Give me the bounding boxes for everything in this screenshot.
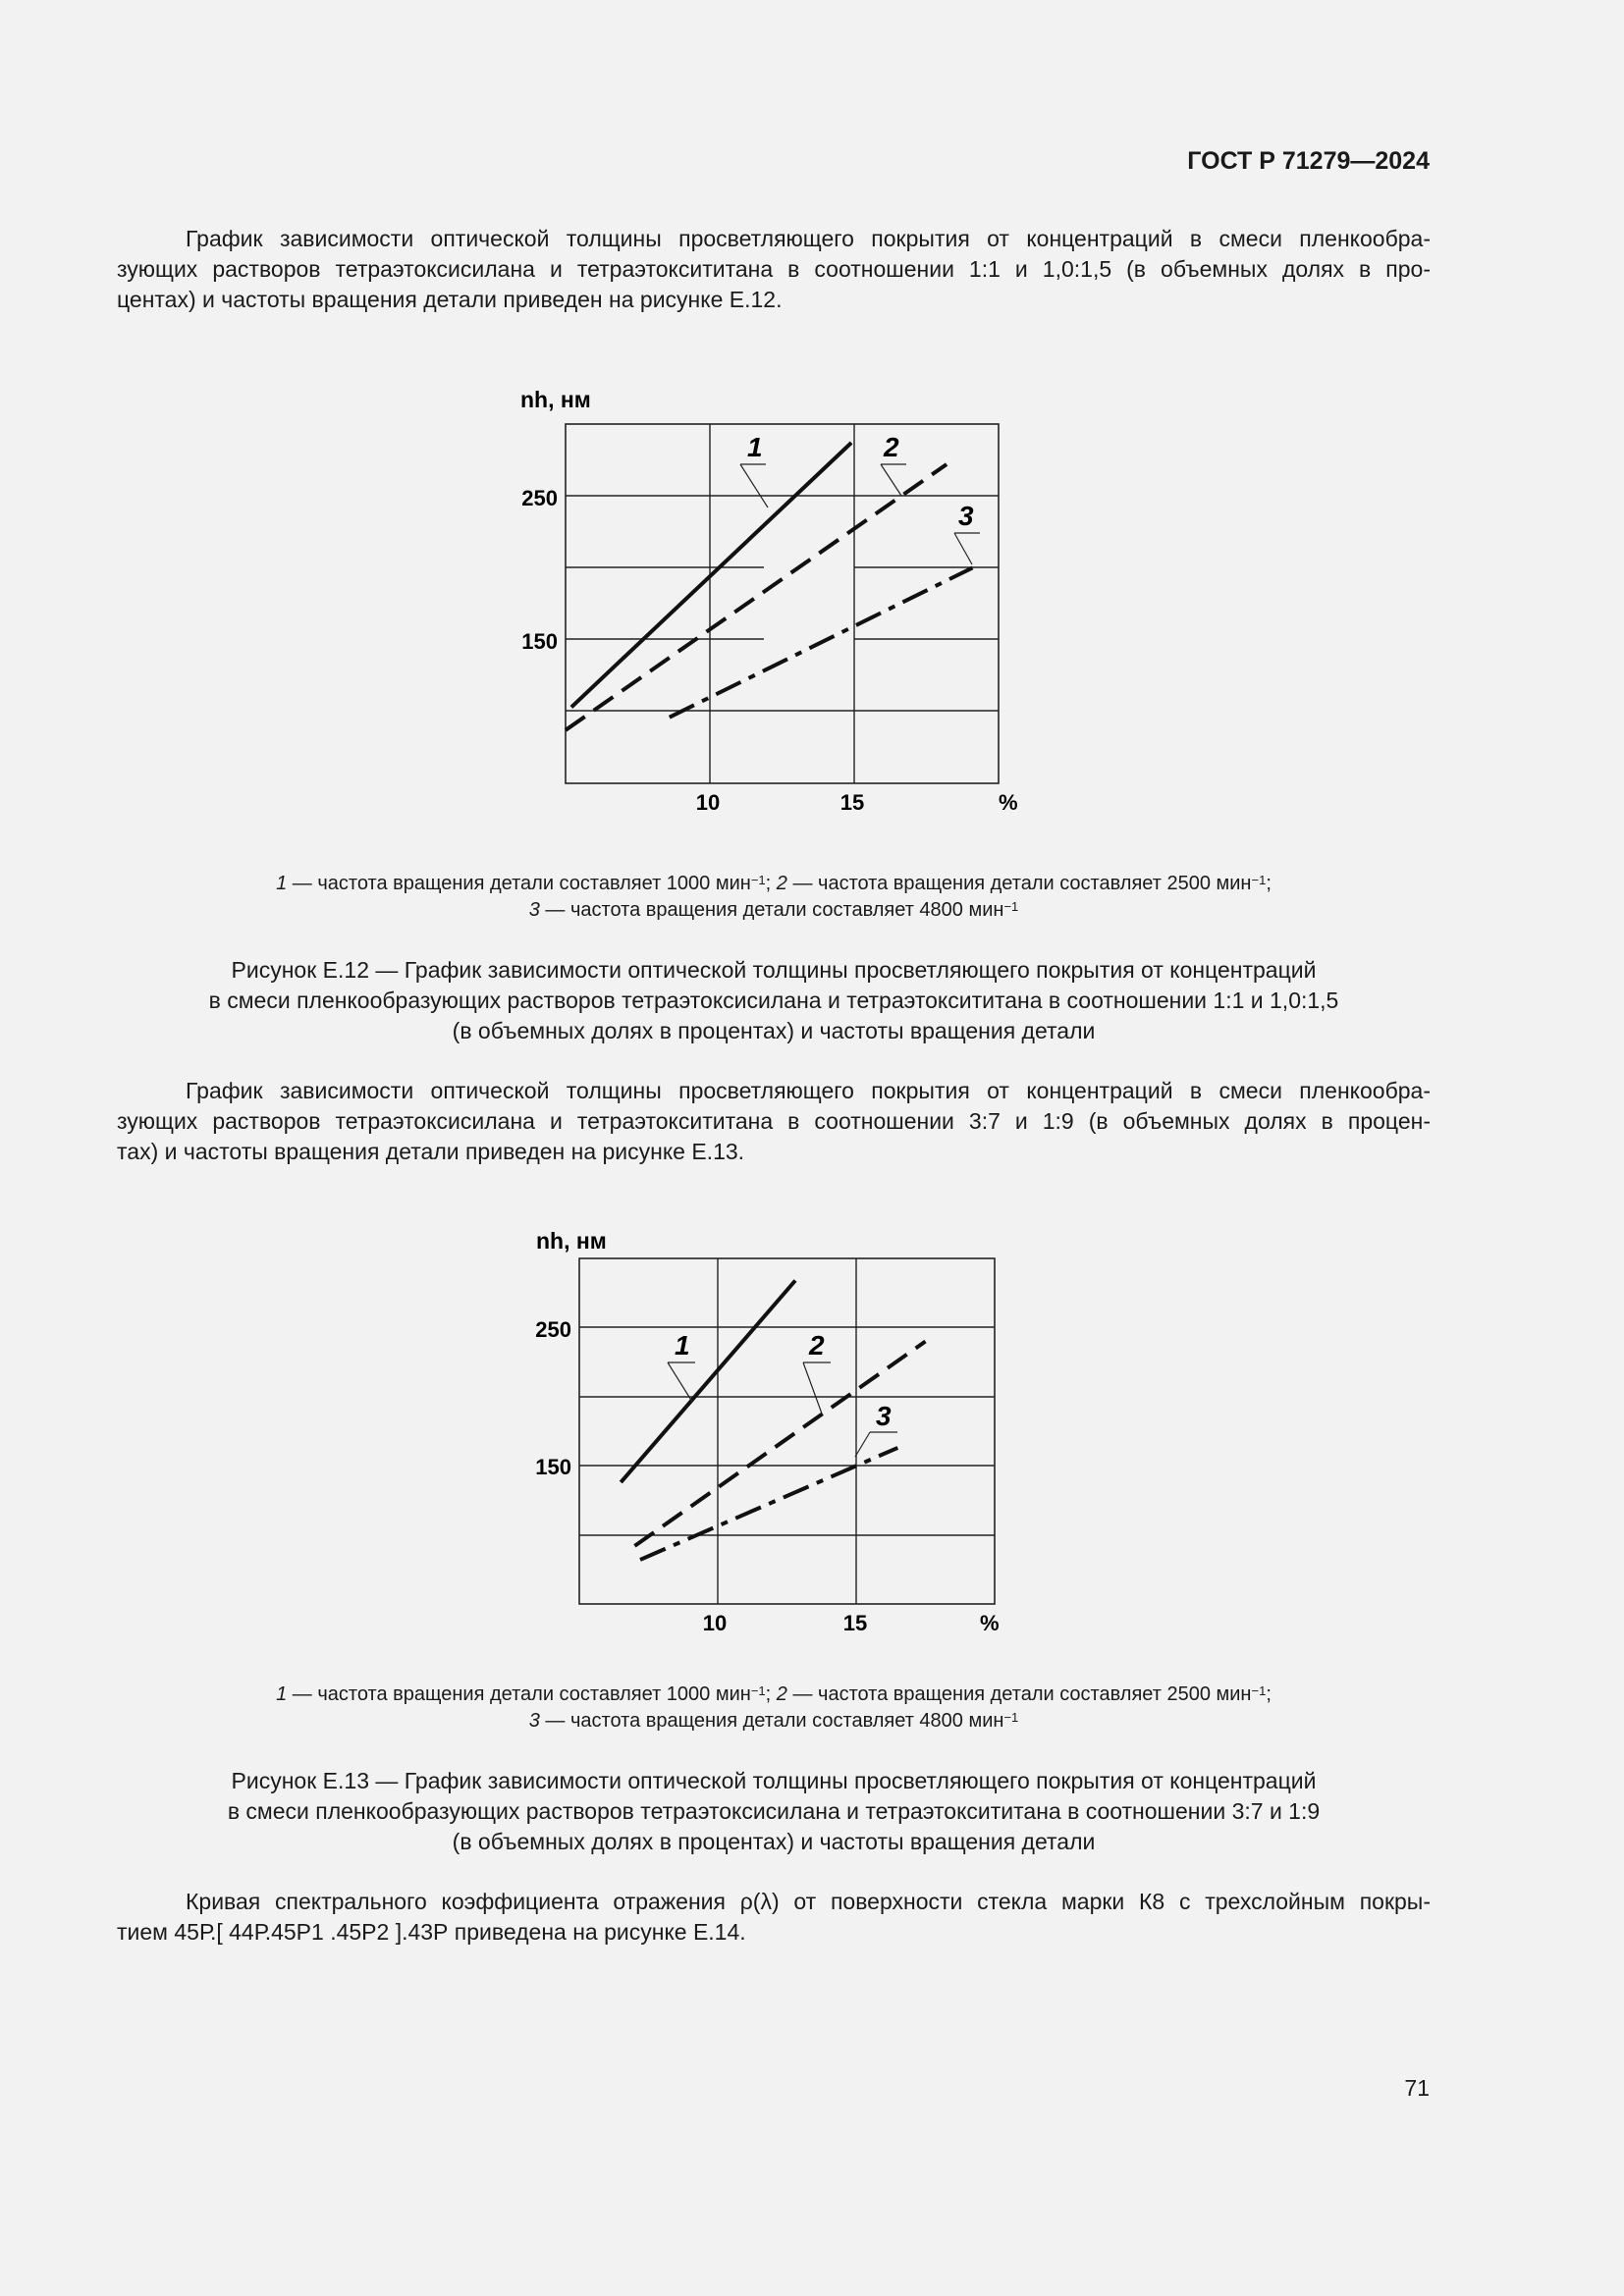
plot-frame	[566, 424, 999, 783]
y-axis-label: nh, нм	[520, 387, 591, 412]
figure-caption-e12	[117, 955, 1431, 1046]
legend-text: — частота вращения детали составляет 1000 мин	[287, 873, 751, 894]
legend-sup: −1	[1003, 899, 1019, 914]
legend-line	[117, 897, 1431, 924]
legend-num: 2	[776, 873, 787, 894]
caption-line: Рисунок Е.13 — График зависимости оптической толщины просветляющего покрытия от концентраций	[231, 1768, 1317, 1793]
x-axis-unit: %	[999, 790, 1018, 815]
paragraph-intro-e14	[117, 1887, 1431, 1948]
legend-e13	[117, 1682, 1431, 1735]
series-line-2	[634, 1342, 925, 1546]
legend-sep: ;	[765, 1683, 772, 1705]
paragraph-line: тием 45Р.[ 44Р.45Р1 .45Р2 ].43Р приведена на рисунке Е.14.	[117, 1919, 746, 1945]
curve-leader	[954, 533, 972, 564]
paragraph-line: График зависимости оптической толщины просветляющего покрытия от концентраций в смеси пленкообра-	[186, 226, 1431, 251]
legend-sep: ;	[765, 873, 772, 894]
legend-text: — частота вращения детали составляет 4800 мин	[539, 1710, 1004, 1732]
figure-caption-e13	[117, 1766, 1431, 1857]
caption-line: в смеси пленкообразующих растворов тетраэтоксисилана и тетраэтоксититана в соотношении 1:1 и 1,0:1,5	[208, 988, 1339, 1013]
paragraph-line: График зависимости оптической толщины просветляющего покрытия от концентраций в смеси пленкообра-	[186, 1078, 1431, 1103]
curve-label-2: 2	[809, 1330, 825, 1361]
document-header: ГОСТ Р 71279—2024	[1187, 147, 1430, 175]
curve-leader	[668, 1362, 692, 1402]
curve-labels	[740, 432, 980, 564]
series-line-2	[566, 464, 947, 730]
x-tick-label: 10	[702, 1611, 728, 1635]
y-tick-label: 250	[521, 486, 558, 510]
curve-leader	[740, 464, 768, 507]
caption-line: (в объемных долях в процентах) и частоты вращения детали	[452, 1018, 1096, 1043]
y-tick-label: 150	[535, 1455, 571, 1479]
legend-sup: −1	[750, 873, 766, 887]
legend-text: — частота вращения детали составляет 4800 мин	[539, 899, 1004, 921]
curve-label-3: 3	[876, 1401, 892, 1431]
chart-e12	[491, 373, 1041, 825]
grid	[579, 1258, 995, 1604]
page-number: 71	[1404, 2075, 1430, 2101]
caption-line: в смеси пленкообразующих растворов тетраэтоксисилана и тетраэтоксититана в соотношении 3:7 и 1:9	[227, 1798, 1321, 1824]
curve-leader	[881, 464, 901, 496]
paragraph-intro-e13	[117, 1076, 1431, 1167]
legend-num: 3	[528, 1710, 540, 1732]
paragraph-line: зующих растворов тетраэтоксисилана и тетраэтоксититана в соотношении 1:1 и 1,0:1,5 (в объемных долях в про-	[117, 256, 1431, 282]
paragraph-intro-e12	[117, 224, 1431, 315]
caption-line: Рисунок Е.12 — График зависимости оптической толщины просветляющего покрытия от концентраций	[231, 957, 1317, 983]
curve-leader	[803, 1362, 822, 1414]
legend-sep: ;	[1266, 873, 1272, 894]
legend-sup: −1	[1003, 1710, 1019, 1725]
plot-frame	[579, 1258, 995, 1604]
legend-num: 1	[276, 873, 288, 894]
x-tick-label: 10	[695, 790, 721, 815]
x-tick-label: 15	[842, 1611, 868, 1635]
curve-label-1: 1	[747, 432, 763, 462]
curve-label-3: 3	[958, 501, 974, 531]
legend-num: 3	[528, 899, 540, 921]
curve-labels	[668, 1330, 897, 1457]
legend-text: — частота вращения детали составляет 2500 мин	[786, 873, 1252, 894]
paragraph-line: тах) и частоты вращения детали приведен на рисунке Е.13.	[117, 1139, 745, 1164]
y-tick-label: 250	[535, 1317, 571, 1342]
legend-num: 1	[276, 1683, 288, 1705]
legend-sup: −1	[1251, 873, 1267, 887]
legend-line	[117, 1708, 1431, 1735]
curve-leader	[855, 1432, 870, 1457]
y-tick-label: 150	[521, 629, 558, 654]
legend-sep: ;	[1266, 1683, 1272, 1705]
series-line-1	[621, 1281, 795, 1483]
x-axis-unit: %	[980, 1611, 1000, 1635]
series-line-3	[640, 1448, 897, 1560]
series-line-1	[571, 443, 851, 707]
legend-e12	[117, 871, 1431, 924]
y-axis-label: nh, нм	[536, 1228, 607, 1254]
legend-line	[117, 1682, 1431, 1708]
legend-num: 2	[776, 1683, 787, 1705]
legend-sup: −1	[750, 1683, 766, 1698]
paragraph-line: центах) и частоты вращения детали приведен на рисунке Е.12.	[117, 287, 783, 312]
legend-sup: −1	[1251, 1683, 1267, 1698]
legend-text: — частота вращения детали составляет 1000 мин	[287, 1683, 751, 1705]
curve-label-2: 2	[884, 432, 899, 462]
grid	[566, 424, 999, 783]
chart-e13	[491, 1217, 1041, 1649]
x-tick-label: 15	[839, 790, 865, 815]
paragraph-line: Кривая спектрального коэффициента отражения ρ(λ) от поверхности стекла марки К8 с трехслойным покры-	[186, 1889, 1431, 1914]
legend-line	[117, 871, 1431, 897]
curve-label-1: 1	[675, 1330, 690, 1361]
caption-line: (в объемных долях в процентах) и частоты вращения детали	[452, 1829, 1096, 1854]
series-line-3	[670, 567, 973, 717]
legend-text: — частота вращения детали составляет 2500 мин	[786, 1683, 1252, 1705]
paragraph-line: зующих растворов тетраэтоксисилана и тетраэтоксититана в соотношении 3:7 и 1:9 (в объемных долях в процен-	[117, 1108, 1431, 1134]
